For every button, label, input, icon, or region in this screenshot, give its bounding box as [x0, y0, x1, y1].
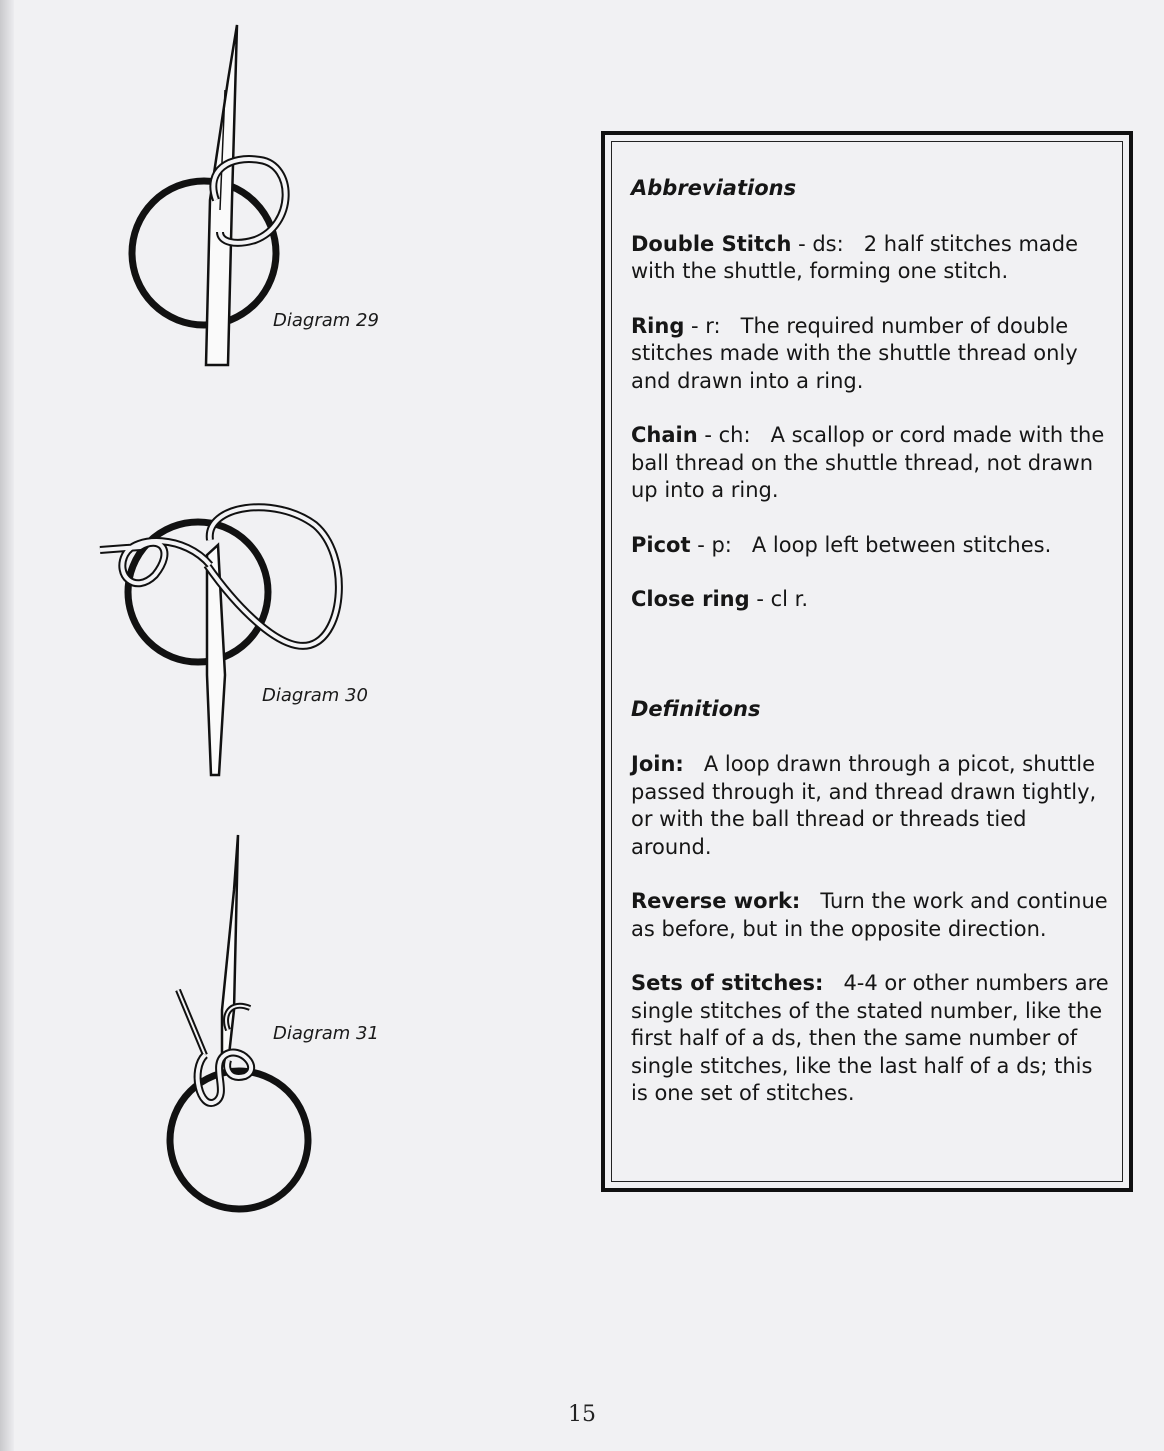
diagram-29	[120, 20, 400, 380]
abbreviation-close-ring	[631, 586, 1111, 614]
abbreviation-code: - cl r.	[749, 587, 809, 611]
definitions-heading: Definitions	[631, 696, 761, 721]
diagram-31-caption: Diagram 31	[273, 1023, 379, 1044]
definition-join	[631, 751, 1111, 861]
abbreviation-code: - ch:	[697, 423, 751, 447]
reference-box-content	[631, 175, 1111, 1135]
abbreviation-term: Chain	[631, 423, 698, 447]
section-spacer	[631, 641, 1111, 696]
abbreviation-picot	[631, 532, 1111, 560]
definition-sets-of-stitches	[631, 970, 1111, 1108]
diagram-30	[95, 495, 395, 785]
abbreviation-text: 2 half stitches made with the shuttle, forming one stitch.	[631, 231, 1079, 283]
abbreviations-heading: Abbreviations	[631, 176, 797, 200]
abbreviation-code: - ds:	[791, 231, 844, 256]
abbreviation-text: The required number of double stitches made with the shuttle thread only and drawn into a ring.	[631, 313, 1078, 393]
definition-reverse-work	[631, 888, 1111, 943]
definition-text: 4-4 or other numbers are single stitches of the stated number, like the first half of a ds, then the same number of single stitches, like the last half of a ds; this is one set of stitches.	[631, 971, 1109, 1105]
abbreviation-term: Double Stitch	[631, 231, 792, 256]
diagram-30-caption: Diagram 30	[262, 685, 368, 706]
definition-term: Join:	[631, 752, 684, 776]
abbreviation-term: Picot	[631, 532, 691, 557]
abbreviation-ring	[631, 313, 1111, 396]
definition-term: Sets of stitches:	[631, 971, 824, 995]
book-spine-shadow	[0, 0, 14, 1451]
abbreviation-text: A loop left between stitches.	[751, 532, 1052, 557]
diagram-29-caption: Diagram 29	[273, 310, 379, 331]
abbreviation-double-stitch	[631, 231, 1111, 286]
definition-text: A loop drawn through a picot, shuttle passed through it, and thread drawn tightly, or with the ball thread or threads tied around.	[631, 752, 1097, 859]
abbreviation-code: - p:	[690, 532, 732, 557]
definition-term: Reverse work:	[631, 889, 801, 913]
abbreviation-chain	[631, 422, 1111, 505]
abbreviation-code: - r:	[684, 313, 721, 338]
abbreviation-term: Ring	[631, 313, 685, 338]
diagram-30-illustration	[95, 495, 395, 785]
abbreviation-text: A scallop or cord made with the ball thread on the shuttle thread, not drawn up into a ring.	[631, 423, 1105, 502]
abbreviation-term: Close ring	[631, 587, 750, 611]
definition-text: Turn the work and continue as before, but in the opposite direction.	[631, 889, 1108, 941]
page-number: 15	[568, 1402, 596, 1427]
diagram-31	[150, 830, 390, 1220]
